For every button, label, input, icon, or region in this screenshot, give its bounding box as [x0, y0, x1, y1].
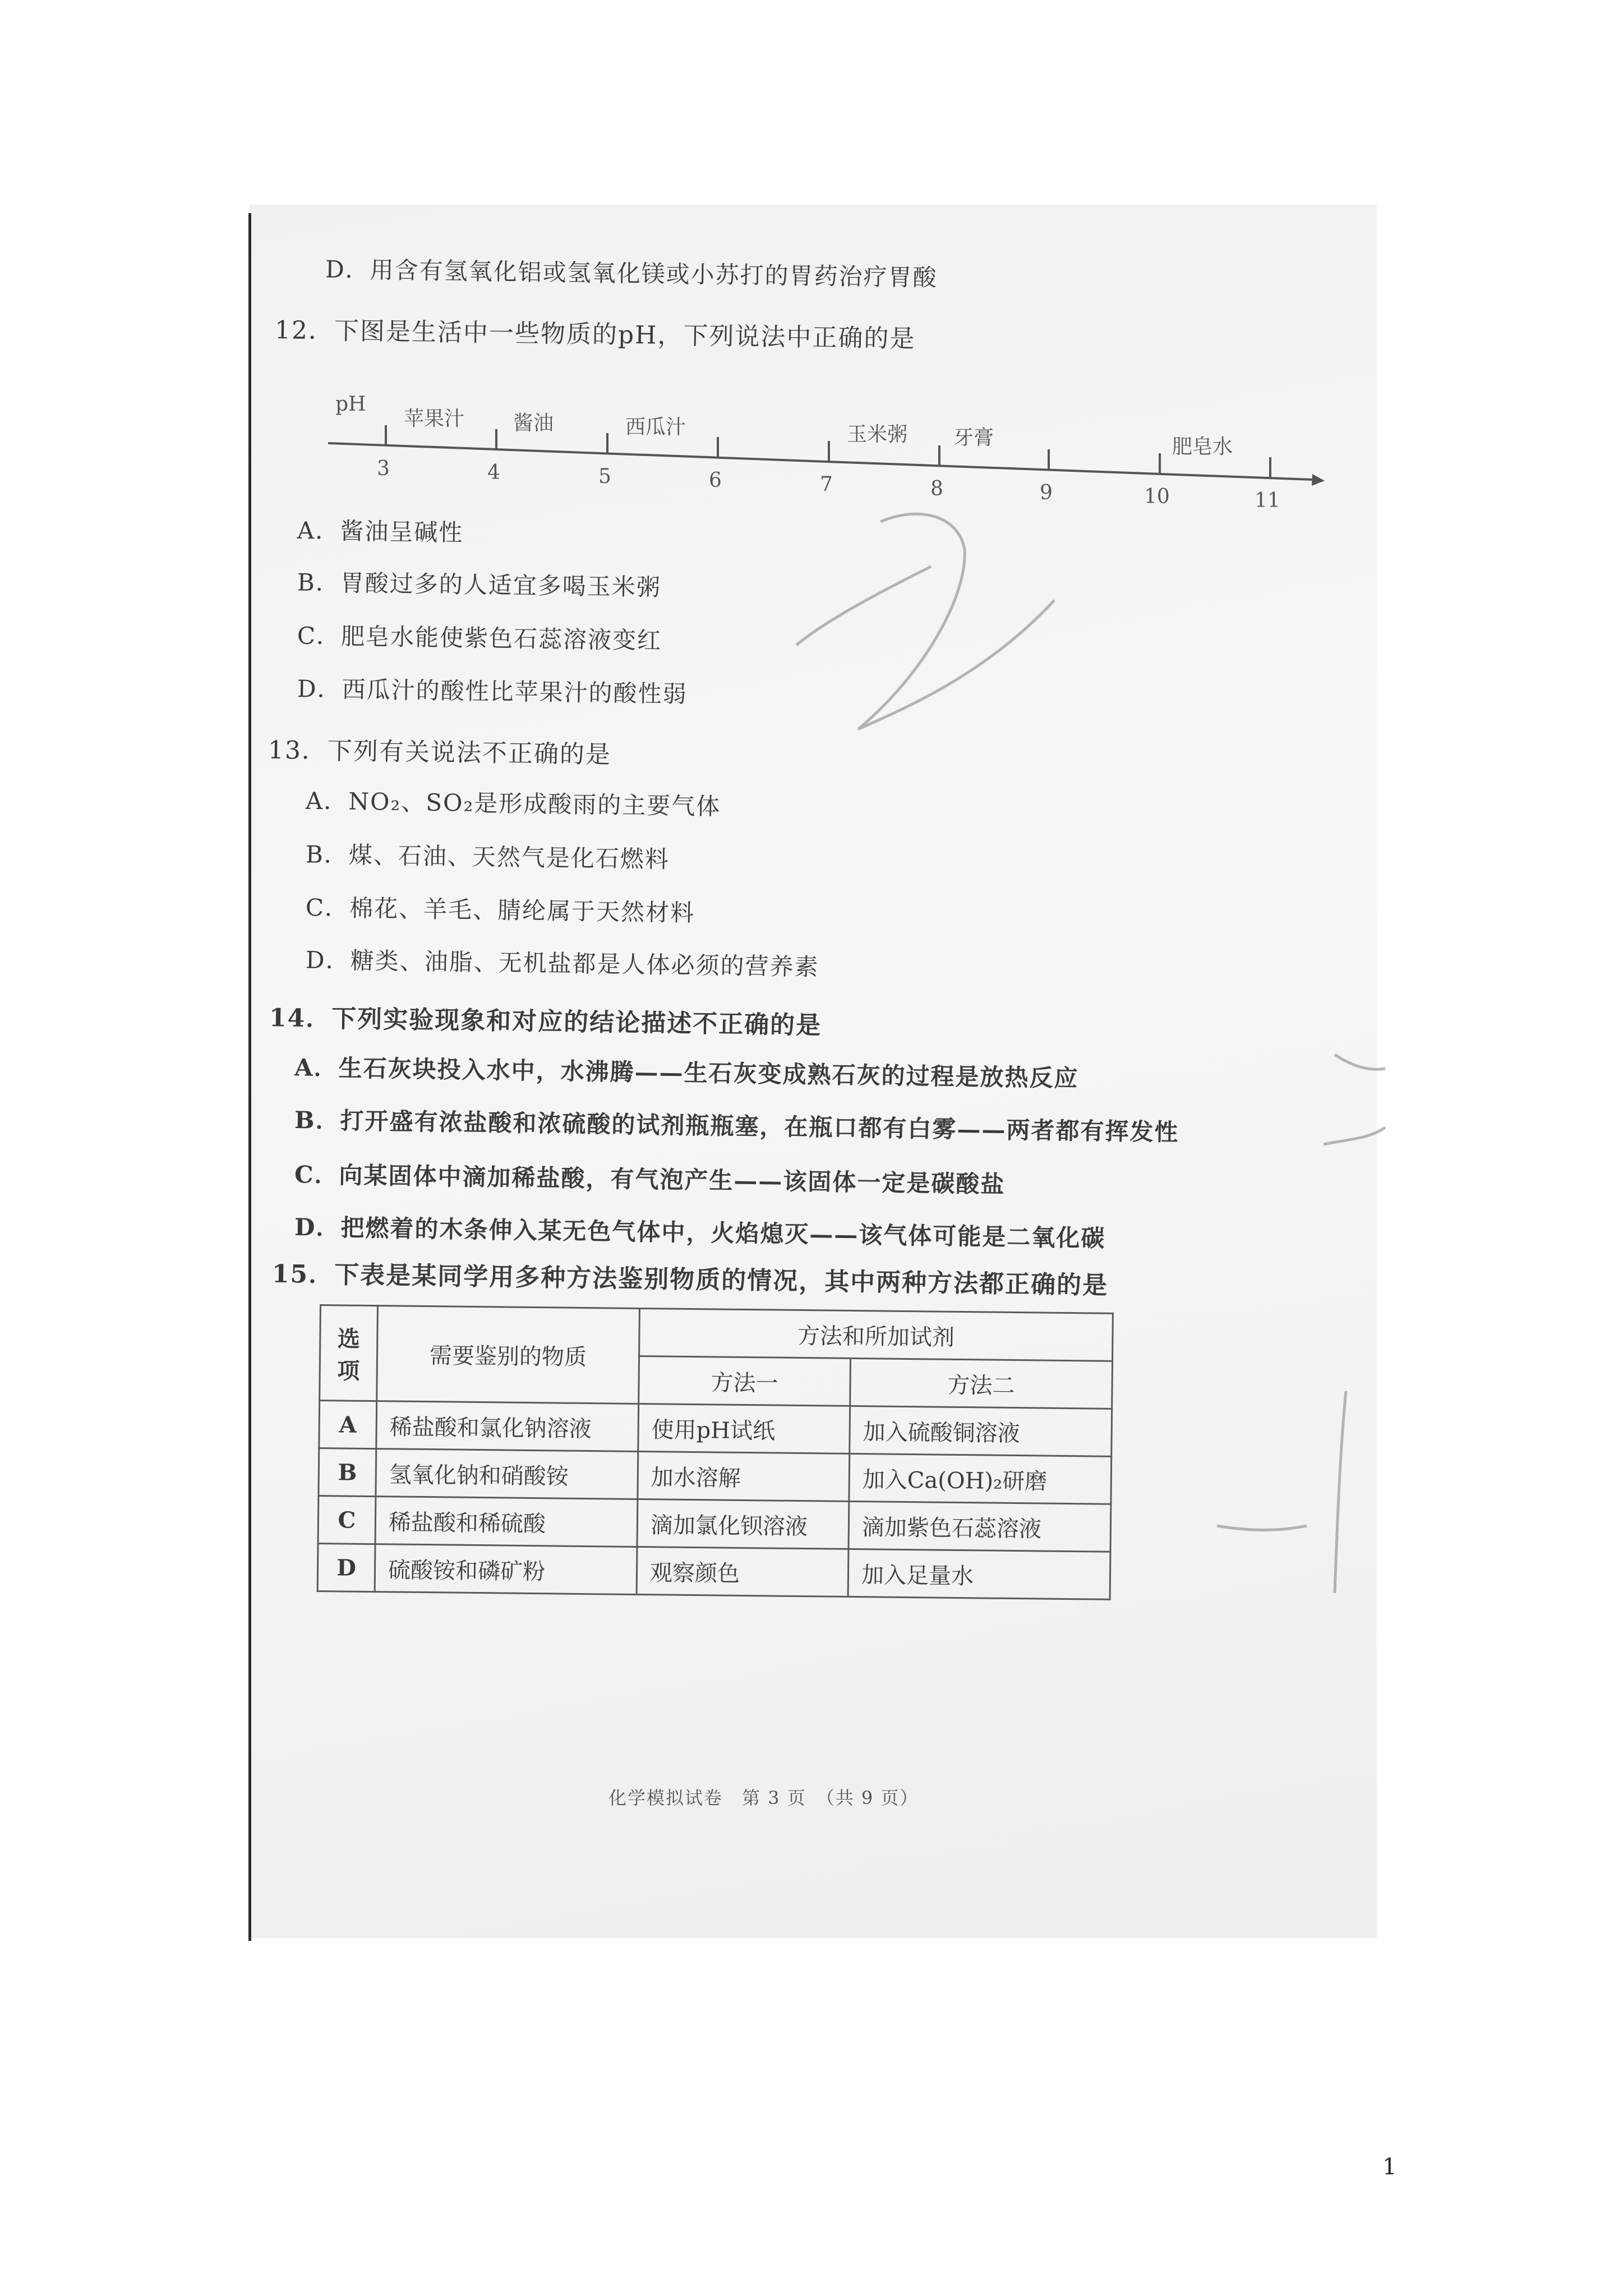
row-substance: 稀盐酸和氯化钠溶液: [376, 1401, 639, 1452]
item-watermelon-juice: 西瓜汁: [625, 416, 686, 439]
q13-stem: 13．下列有关说法不正确的是: [268, 735, 612, 770]
q12-stem: 12．下图是生活中一些物质的pH，下列说法中正确的是: [274, 316, 916, 353]
row-method-1: 加水溶解: [638, 1451, 850, 1501]
q15-stem: 15．下表是某同学用多种方法鉴别物质的情况，其中两种方法都正确的是: [271, 1259, 1109, 1300]
item-apple-juice: 苹果汁: [404, 407, 465, 430]
header-method: 方法和所加试剂: [639, 1308, 1113, 1361]
row-substance: 稀盐酸和稀硫酸: [375, 1497, 638, 1547]
row-method-2: 滴加紫色石蕊溶液: [849, 1501, 1111, 1552]
item-toothpaste: 牙膏: [953, 426, 994, 449]
row-method-2: 加入硫酸铜溶液: [850, 1406, 1112, 1456]
row-method-2: 加入Ca(OH)₂研磨: [849, 1453, 1112, 1504]
header-substance: 需要鉴别的物质: [377, 1306, 640, 1404]
q14-option-a: A．生石灰块投入水中，水沸腾——生石灰变成熟石灰的过程是放热反应: [294, 1053, 1079, 1092]
tick-label-8: 8: [930, 477, 943, 500]
table-row: [319, 1448, 1112, 1504]
row-substance: 氢氧化钠和硝酸铵: [376, 1449, 638, 1499]
row-substance: 硫酸铵和磷矿粉: [375, 1544, 637, 1595]
handwriting-mark-5: [1324, 1128, 1385, 1144]
q14-option-b: B．打开盛有浓盐酸和浓硫酸的试剂瓶瓶塞，在瓶口都有白雾——两者都有挥发性: [294, 1106, 1179, 1147]
tick-label-10: 10: [1144, 485, 1170, 508]
row-method-2: 加入足量水: [848, 1549, 1110, 1599]
page-footer: 化学模拟试卷 第 3 页 （共 9 页）: [608, 1787, 919, 1809]
tick-label-6: 6: [709, 469, 722, 492]
table-row: [317, 1543, 1110, 1599]
q15-table: [317, 1304, 1114, 1600]
q13-option-a: A．NO₂、SO₂是形成酸雨的主要气体: [305, 786, 721, 821]
tick-label-4: 4: [487, 461, 500, 484]
tick-label-11: 11: [1255, 489, 1280, 512]
q14-option-c: C．向某固体中滴加稀盐酸，有气泡产生——该固体一定是碳酸盐: [294, 1161, 1006, 1198]
handwriting-mark-2: [796, 567, 931, 645]
table-row: [319, 1401, 1112, 1457]
page-number: 1: [1382, 2154, 1397, 2180]
q13-option-b: B．煤、石油、天然气是化石燃料: [305, 840, 670, 873]
ph-axis-label: pH: [335, 393, 366, 416]
row-id: C: [318, 1496, 376, 1544]
row-method-1: 滴加氯化钡溶液: [637, 1499, 849, 1549]
item-corn-porridge: 玉米粥: [847, 423, 908, 446]
row-id: A: [319, 1401, 377, 1449]
tick-label-5: 5: [598, 465, 611, 488]
q12-option-b: B．胃酸过多的人适宜多喝玉米粥: [297, 568, 662, 601]
ph-axis-arrow: [1312, 474, 1325, 486]
row-method-1: 使用pH试纸: [638, 1404, 850, 1453]
q11-option-d: D．用含有氢氧化铝或氢氧化镁或小苏打的胃药治疗胃酸: [325, 255, 938, 292]
header-method-1: 方法一: [639, 1356, 851, 1406]
table-row: [318, 1496, 1111, 1552]
item-soy-sauce: 酱油: [513, 412, 554, 435]
handwriting-mark-6: [1335, 1391, 1346, 1593]
row-id: B: [319, 1448, 376, 1497]
tick-label-7: 7: [820, 473, 833, 496]
item-soapy-water: 肥皂水: [1172, 435, 1233, 458]
q14-stem: 14．下列实验现象和对应的结论描述不正确的是: [269, 1004, 822, 1040]
handwriting-mark-3: [858, 600, 1054, 729]
header-option: 选项: [320, 1305, 378, 1401]
handwriting-mark-1: [858, 514, 965, 729]
q12-option-a: A．酱油呈碱性: [297, 516, 464, 547]
row-method-1: 观察颜色: [637, 1547, 849, 1596]
row-id: D: [317, 1543, 375, 1591]
q14-option-d: D．把燃着的木条伸入某无色气体中，火焰熄灭——该气体可能是二氧化碳: [294, 1213, 1106, 1253]
q12-option-c: C．肥皂水能使紫色石蕊溶液变红: [297, 622, 662, 655]
handwriting-mark-4: [1335, 1055, 1385, 1069]
q12-option-d: D．西瓜汁的酸性比苹果汁的酸性弱: [297, 675, 688, 708]
handwriting-mark-7: [1217, 1526, 1307, 1530]
tick-label-3: 3: [377, 457, 390, 480]
q13-option-c: C．棉花、羊毛、腈纶属于天然材料: [305, 894, 695, 927]
q13-option-d: D．糖类、油脂、无机盐都是人体必须的营养素: [305, 946, 819, 981]
tick-label-9: 9: [1040, 481, 1053, 504]
header-method-2: 方法二: [850, 1358, 1113, 1409]
